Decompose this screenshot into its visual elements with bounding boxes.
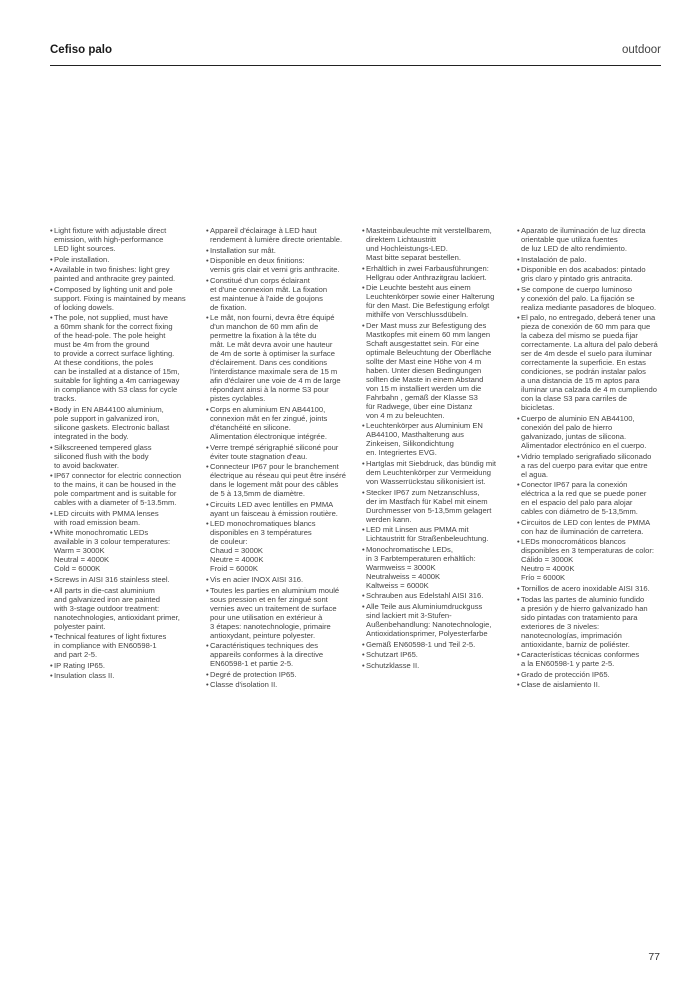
list-item: • Installation sur mât. [206,246,351,255]
list-item: • Schutzklasse II. [362,661,507,670]
list-item: • Body in EN AB44100 aluminium, pole support in galvanized iron, silicone gaskets. Electronic ballast integrated in the body. [50,405,195,441]
list-item: • LEDs monocromáticos blancos disponibles en 3 temperaturas de color: Cálido = 3000K Neutro = 4000K Frío = 6000K [517,537,662,582]
column-english [50,226,195,682]
list-item: • Available in two finishes: light grey painted and anthracite grey painted. [50,265,195,283]
list-item: • Erhältlich in zwei Farbausführungen: Hellgrau oder Anthrazitgrau lackiert. [362,264,507,282]
list-item: • Corps en aluminium EN AB44100, connexion mât en fer zingué, joints d'étanchéité en silicone. Alimentation électronique intégrée. [206,405,351,441]
list-item: • White monochromatic LEDs available in 3 colour temperatures: Warm = 3000K Neutral = 4000K Cold = 6000K [50,528,195,573]
column-french [206,226,351,691]
list-item: • Disponible en dos acabados: pintado gris claro y pintado gris antracita. [517,265,662,283]
column-german [362,226,507,671]
page-header [50,43,661,66]
list-item: • Aparato de iluminación de luz directa orientable que utiliza fuentes de luz LED de alto rendimiento. [517,226,662,253]
list-item: • Leuchtenkörper aus Aluminium EN AB44100, Masthalterung aus Zinkeisen, Silikondichtung en. Integriertes EVG. [362,421,507,457]
list-item: • Clase de aislamiento II. [517,680,662,689]
list-item: • Schrauben aus Edelstahl AISI 316. [362,591,507,600]
category-label: outdoor [621,44,661,56]
list-item: • All parts in die-cast aluminium and galvanized iron are painted with 3-stage outdoor treatment: nanotechnologies, antioxidant primer, polyester paint. [50,586,195,631]
list-item: • Technical features of light fixtures in compliance with EN60598-1 and part 2-5. [50,632,195,659]
column-spanish [517,226,662,691]
list-item: • Der Mast muss zur Befestigung des Mastkopfes mit einem 60 mm langen Schaft ausgestattet sein. Für eine optimale Beleuchtung der Oberfläche sollte der Mast eine Höhe von 4 m haben. Unter diesen Bedingungen sollten die Maste in einem Abstand von 15 m installiert werden um die Fahrbahn , gemäß der Klasse S3 für Radwege, über eine Distanz von 4 m zu beleuchten. [362,321,507,420]
list-item: • IP67 connector for electric connection to the mains, it can be housed in the pole compartment and is suitable for cables with a diameter of 5-13.5mm. [50,471,195,507]
list-item: • Vidrio templado serigrafiado siliconado a ras del cuerpo para evitar que entre el agua. [517,452,662,479]
list-item: • Constitué d'un corps éclairant et d'une connexion mât. La fixation est maintenue à l'aide de goujons de fixation. [206,276,351,312]
list-item: • LED circuits with PMMA lenses with road emission beam. [50,509,195,527]
list-item: • Circuitos de LED con lentes de PMMA con haz de iluminación de carretera. [517,518,662,536]
list-item: • Hartglas mit Siebdruck, das bündig mit dem Leuchtenkörper zur Vermeidung von Wasserrückstau silikonisiert ist. [362,459,507,486]
list-item: • Le mât, non fourni, devra être équipé d'un manchon de 60 mm afin de permettre la fixation à la tête du mât. Le mât devra avoir une hauteur de 4m de sorte à optimiser la surface d'éclairement. Dans ces conditions l'interdistance maximale sera de 15 m afin d'éclairer une voie de 4 m de large répondant ainsi à la norme S3 pour pistes cyclables. [206,313,351,403]
list-item: • The pole, not supplied, must have a 60mm shank for the correct fixing of the head-pole. The pole height must be 4m from the ground to provide a correct surface lighting. At these conditions, the poles can be installed at a distance of 15m, suitable for lighting a 4m carriageway in compliance with S3 class for cycle tracks. [50,313,195,403]
list-item: • Todas las partes de aluminio fundido a presión y de hierro galvanizado han sido pintadas con tratamiento para exteriores de 3 niveles: nanotecnologías, imprimación antioxidante, barniz de poliéster. [517,595,662,649]
list-item: • Conector IP67 para la conexión eléctrica a la red que se puede poner en el espacio del palo para alojar cables con diámetro de 5-13,5mm. [517,480,662,516]
list-item: • Características técnicas conformes a la EN60598-1 y parte 2-5. [517,650,662,668]
list-item: • Gemäß EN60598-1 und Teil 2-5. [362,640,507,649]
list-item: • Alle Teile aus Aluminiumdruckguss sind lackiert mit 3-Stufen- Außenbehandlung: Nanotechnologie, Antioxidationsprimer, Polyesterfarbe [362,602,507,638]
list-item: • El palo, no entregado, deberá tener una pieza de conexión de 60 mm para que la cabeza del mismo se pueda fijar correctamente. La altura del palo deberá ser de 4m desde el suelo para iluminar correctamente la superficie. En estas condiciones, se podrán instalar palos a una distancia de 15 m aptos para iluminar una calzada de 4 m cumpliendo con la clase S3 para carriles de bicicletas. [517,313,662,412]
list-item: • LED monochromatiques blancs disponibles en 3 températures de couleur: Chaud = 3000K Neutre = 4000K Froid = 6000K [206,519,351,573]
list-item: • LED mit Linsen aus PMMA mit Lichtaustritt für Straßenbeleuchtung. [362,525,507,543]
list-item: • Stecker IP67 zum Netzanschluss, der im Mastfach für Kabel mit einem Durchmesser von 5-13,5mm gelagert werden kann. [362,488,507,524]
list-item: • Insulation class II. [50,671,195,680]
list-item: • Pole installation. [50,255,195,264]
page-title: Cefiso palo [50,44,112,56]
list-item: • Degré de protection IP65. [206,670,351,679]
list-item: • Appareil d'éclairage à LED haut rendement à lumière directe orientable. [206,226,351,244]
bullet-list [50,226,195,680]
list-item: • Light fixture with adjustable direct emission, with high-performance LED light sources. [50,226,195,253]
list-item: • Vis en acier INOX AISI 316. [206,575,351,584]
list-item: • Verre trempé sérigraphié siliconé pour éviter toute stagnation d'eau. [206,443,351,461]
list-item: • Circuits LED avec lentilles en PMMA ayant un faisceau à émission routière. [206,500,351,518]
list-item: • Cuerpo de aluminio EN AB44100, conexión del palo de hierro galvanizado, juntas de silicona. Alimentador electrónico en el cuerpo. [517,414,662,450]
bullet-list [517,226,662,689]
list-item: • Composed by lighting unit and pole support. Fixing is maintained by means of locking dowels. [50,285,195,312]
list-item: • Instalación de palo. [517,255,662,264]
list-item: • Grado de protección IP65. [517,670,662,679]
list-item: • Silkscreened tempered glass siliconed flush with the body to avoid backwater. [50,443,195,470]
list-item: • Tornillos de acero inoxidable AISI 316. [517,584,662,593]
list-item: • Monochromatische LEDs, in 3 Farbtemperaturen erhältlich: Warmweiss = 3000K Neutralweiss = 4000K Kaltweiss = 6000K [362,545,507,590]
text-columns [50,226,660,726]
bullet-list [362,226,507,670]
bullet-list [206,226,351,689]
list-item: • Toutes les parties en aluminium moulé sous pression et en fer zingué sont vernies avec un traitement de surface pour une utilisation en extérieur à 3 étapes: nanotechnologie, primaire antioxydant, peinture polyester. [206,586,351,640]
list-item: • Masteinbauleuchte mit verstellbarem, direktem Lichtaustritt und Hochleistungs-LED. Mast bitte separat bestellen. [362,226,507,262]
page-number: 77 [648,951,660,963]
list-item: • Classe d'isolation II. [206,680,351,689]
list-item: • Disponible en deux finitions: vernis gris clair et verni gris anthracite. [206,256,351,274]
list-item: • Se compone de cuerpo luminoso y conexión del palo. La fijación se realiza mediante pasadores de bloqueo. [517,285,662,312]
list-item: • Caractéristiques techniques des appareils conformes à la directive EN60598-1 et partie 2-5. [206,641,351,668]
list-item: • Connecteur IP67 pour le branchement électrique au réseau qui peut être inséré dans le logement mât pour des câbles de 5 à 13,5mm de diamètre. [206,462,351,498]
list-item: • IP Rating IP65. [50,661,195,670]
list-item: • Screws in AISI 316 stainless steel. [50,575,195,584]
list-item: • Die Leuchte besteht aus einem Leuchtenkörper sowie einer Halterung für den Mast. Die Befestigung erfolgt mithilfe von Verschlussdübeln. [362,283,507,319]
list-item: • Schutzart IP65. [362,650,507,659]
